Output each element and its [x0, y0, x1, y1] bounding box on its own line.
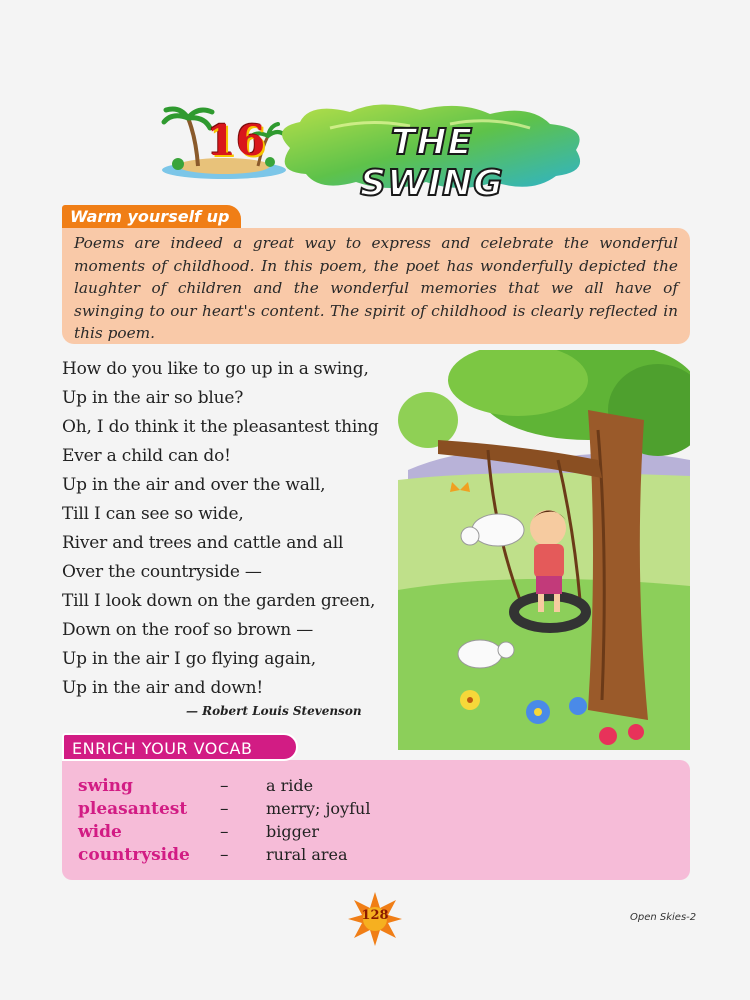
- poem-line: River and trees and cattle and all: [62, 533, 344, 553]
- vocab-heading: ENRICH YOUR VOCAB: [62, 733, 298, 761]
- swing-illustration: [398, 350, 690, 750]
- poem-line: Oh, I do think it the pleasantest thing: [62, 417, 379, 437]
- poem-line: Up in the air I go flying again,: [62, 649, 316, 669]
- poem-line: Up in the air so blue?: [62, 388, 244, 408]
- chapter-title-banner: [150, 98, 590, 204]
- poem-line: Ever a child can do!: [62, 446, 231, 466]
- chapter-title: THE SWING: [360, 122, 504, 204]
- vocab-row: [78, 822, 578, 846]
- poem-line: Till I can see so wide,: [62, 504, 244, 524]
- vocab-word: countryside: [78, 845, 190, 865]
- poem-line: Up in the air and over the wall,: [62, 475, 326, 495]
- vocab-word: pleasantest: [78, 799, 188, 819]
- vocab-meaning: a ride: [266, 776, 314, 795]
- poem-line: Up in the air and down!: [62, 678, 263, 698]
- vocab-meaning: merry; joyful: [266, 799, 371, 818]
- vocab-row: [78, 799, 578, 823]
- warm-up-heading: Warm yourself up: [62, 205, 241, 229]
- vocab-row: [78, 845, 578, 869]
- poem-line: Down on the roof so brown —: [62, 620, 314, 640]
- vocab-word: swing: [78, 776, 133, 796]
- poem-line: How do you like to go up in a swing,: [62, 359, 369, 379]
- vocab-box: [62, 760, 690, 880]
- vocab-dash: –: [220, 776, 229, 796]
- vocab-word: wide: [78, 822, 122, 842]
- book-series: Open Skies-2: [630, 912, 697, 923]
- poem-line: Over the countryside —: [62, 562, 262, 582]
- vocab-dash: –: [220, 799, 229, 819]
- poem-line: Till I look down on the garden green,: [62, 591, 376, 611]
- vocab-dash: –: [220, 822, 229, 842]
- poem-author: — Robert Louis Stevenson: [186, 704, 362, 718]
- vocab-meaning: bigger: [266, 822, 319, 841]
- poem: [62, 355, 422, 703]
- vocab-meaning: rural area: [266, 845, 348, 864]
- vocab-dash: –: [220, 845, 229, 865]
- chapter-number: 16: [206, 116, 266, 165]
- warm-up-text: Poems are indeed a great way to express and celebrate the wonderful moments of childhood. In this poem, the poet has wonderfully depicted the laughter of children and the wonderful memories that we all have of swinging to our heart's content. The spirit of childhood is clearly reflected in this poem.: [62, 228, 690, 344]
- vocab-row: [78, 776, 578, 800]
- page-number: 128: [361, 908, 389, 923]
